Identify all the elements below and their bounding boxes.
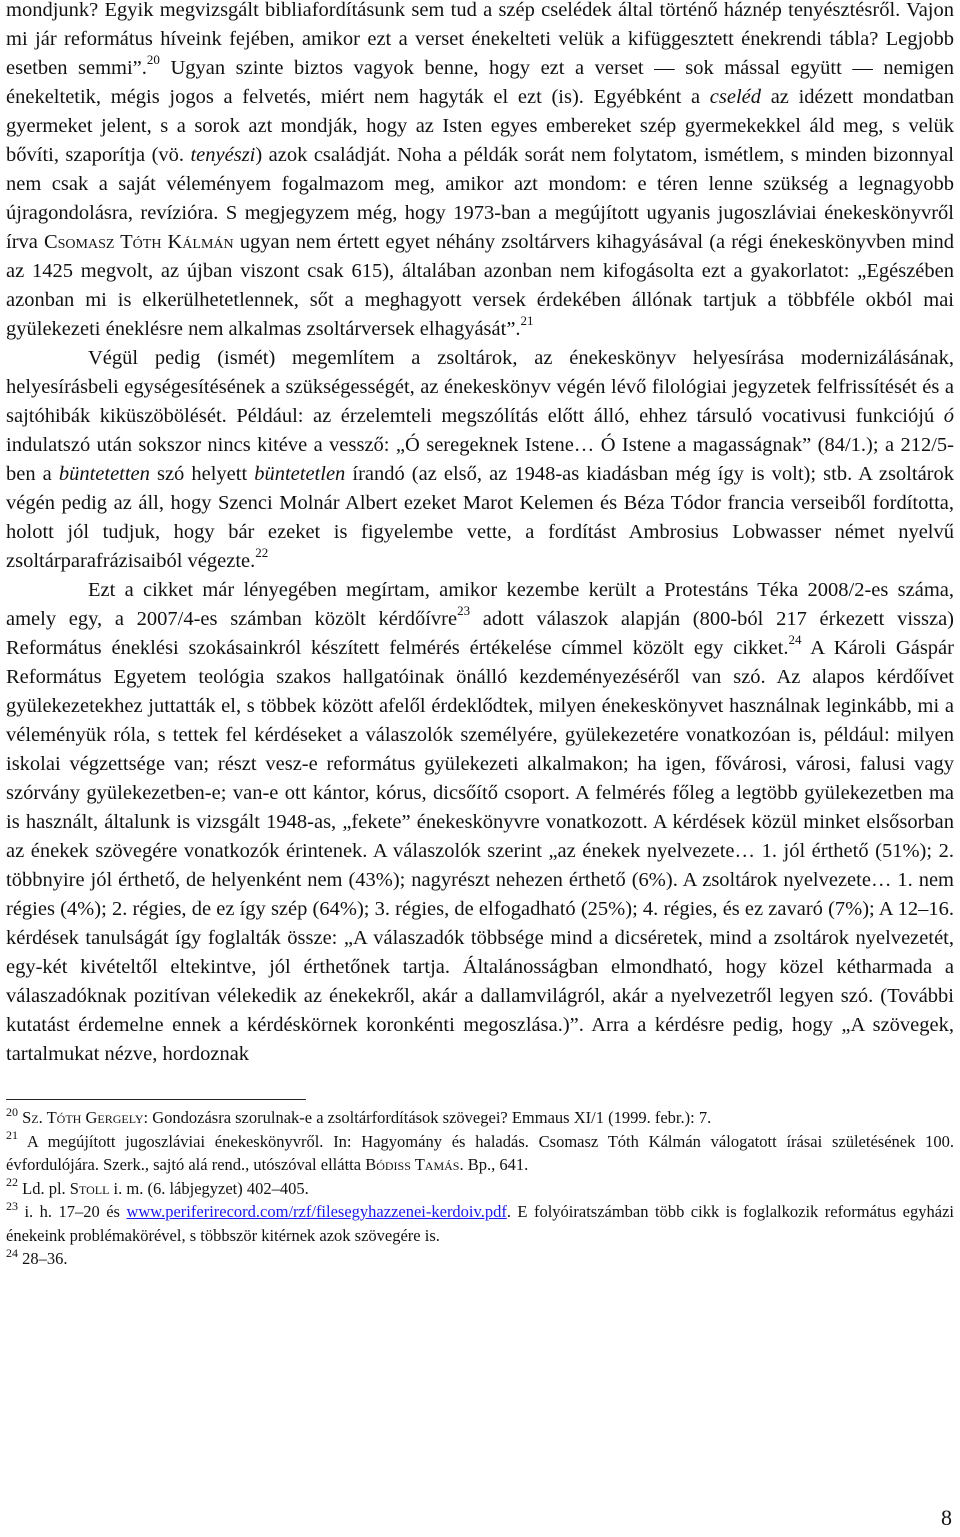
- footnote-22: [6, 1177, 954, 1201]
- footnote-text: i. h. 17–20 és: [18, 1202, 127, 1221]
- italic-term: büntetetlen: [254, 463, 346, 485]
- body-paragraph-2: [6, 344, 954, 576]
- text-run: mondjunk? Egyik megvizsgált bibliafordításunk sem tud a szép cselédek által történő háznép tenyésztésről. Vajon mi jár református híveink fejében, amikor ezt a verset énekelteti velük a kifüggesztett énekrendi tábla? Legjobb esetben semmi”.: [6, 0, 954, 79]
- footnote-20: [6, 1106, 954, 1130]
- text-run: írandó (az első, az 1948-as kiadásban még így is volt); stb. A zsoltárok végén pedig az áll, hogy Szenci Molnár Albert ezeket Marot Kelemen és Béza Tódor francia verseiből fordította, holott jól tudjuk, hogy bár ezeket is figyelembe vette, a fordítást Ambrosius Lobwasser német nyelvű zsoltárparafrázisaiból végezte.: [6, 463, 954, 572]
- text-run: szó helyett: [149, 463, 255, 485]
- text-run: A Károli Gáspár Református Egyetem teológia szakos hallgatóinak önálló kezdeményezéséről van szó. Az alapos kérdőívet gyülekezetekhez juttatták el, s többek között afelől érdeklődtek, milyen énekeskönyvet használnak leginkább, mi a véleményük róla, s tettek fel kérdéseket a válaszolók személyére, gyülekezetére vonatkozóan is, például: milyen iskolai végzettsége van; részt vesz-e református gyülekezeti alkalmakon; ha igen, fővárosi, városi, falusi vagy szórvány gyülekezetben-e; van-e ott kántor, kórus, dicsőítő csoport. A felmérés főleg a legtöbb gyülekezetben ma is használt, általunk is vizsgált 1948-as, „fekete” énekeskönyvre vonatkozott. A kérdések közül minket elsősorban az énekek szövegére vonatkozók érintenek. A válaszolók szerint „az énekek nyelvezete… 1. jól érthető (51%); 2. többnyire jól érthető, de helyenként nem (43%); nagyrészt nehezen érthető (6%). A zsoltárok nyelvezete… 1. nem régies (4%); 2. régies, de ez így szép (64%); 3. régies, de elfogadható (25%); 4. régies, és ez zavaró (7%); A 12–16. kérdések tanulságát így foglalták össze: „A válaszadók többsége mind a dicséretek, mind a zsoltárok nyelvezetét, egy-két kivételtől eltekintve, jól érthetőnek tartja. Általánosságban elmondható, hogy közel kétharmada a válaszadóknak pozitívan vélekedik az énekekről, akár a dallamvilágról, akár a nyelvezetről legyen szó. (További kutatást érdemelne ennek a kérdéskörnek koronkénti megoszlása.)”. Arra a kérdésre pedig, hogy „A szövegek, tartalmukat nézve, hordoznak: [6, 637, 954, 1065]
- footnote-ref-22[interactable]: 22: [255, 545, 269, 561]
- footnote-number: 24: [6, 1245, 18, 1260]
- text-run: Ugyan szinte biztos vagyok benne, hogy ezt a verset — sok mással együtt — nemigen énekeltetik, mégis jogos a felvetés, miért nem hagyták el ezt (is). Egyébként a: [6, 57, 954, 108]
- footnote-number: 20: [6, 1104, 18, 1119]
- italic-term: cseléd: [709, 86, 761, 108]
- footnote-21: [6, 1130, 954, 1177]
- footnote-number: 21: [6, 1128, 18, 1142]
- text-run: indulatszó után sokszor nincs kitéve a vessző: „Ó seregeknek Istene… Ó Istene a magasságnak” (84/1.); a 212/5-ben a: [6, 434, 954, 485]
- footnote-separator: [6, 1099, 306, 1100]
- italic-term: tenyészi: [190, 144, 256, 166]
- footnote-text: . E folyóiratszámban több cikk is foglalkozik református egyházi énekeink problémakörével, s többször kitérnek azok szövegére is.: [6, 1202, 954, 1245]
- author-name: Bódiss Tamás: [365, 1155, 460, 1174]
- footnote-23: [6, 1200, 954, 1247]
- author-name: Csomasz Tóth Kálmán: [43, 231, 234, 253]
- footnote-text: i. m. (6. lábjegyzet) 402–405.: [109, 1178, 309, 1198]
- body-paragraph-3: [6, 576, 954, 1069]
- footnote-number: 23: [6, 1198, 18, 1213]
- footnote-link[interactable]: www.periferirecord.com/rzf/filesegyhazzenei-kerdoiv.pdf: [126, 1202, 507, 1221]
- footnote-24: [6, 1247, 954, 1271]
- text-run: ) azok családját. Noha a példák sorát nem folytatom, ismétlem, s minden bizonnyal nem csak a saját véleményem fogalmazom meg, amikor azt mondom: e téren lenne szükség a legnagyobb újragondolásra, revízióra. S megjegyzem még, hogy 1973-ban a megújított ugyanis jugoszláviai énekeskönyvről írva: [6, 144, 954, 253]
- text-run: ugyan nem értett egyet néhány zsoltárvers kihagyásával (a régi énekeskönyvben mind az 1425 megvolt, az újban viszont csak 615), általában azonban nem kifogásolta ezt a gyakorlatot: „Egészében azonban mi is elkerülhetetlennek, sőt a meghagyott versek érdekében állónak tartjuk a többféle okból mai gyülekezeti éneklésre nem alkalmas zsoltárversek elhagyását”.: [6, 231, 954, 340]
- footnote-text: Ld. pl.: [22, 1178, 70, 1198]
- footnote-ref-21[interactable]: 21: [520, 313, 534, 329]
- italic-term: büntetetten: [58, 463, 150, 485]
- footnote-text: . Bp., 641.: [459, 1155, 529, 1174]
- text-run: Végül pedig (ismét) megemlítem a zsoltárok, az énekeskönyv helyesírása modernizálásának, helyesírásbeli egységesítésének a szükségességét, az énekeskönyv végén lévő filológiai jegyzetek felfrissítését és a sajtóhibák kiküszöbölését. Például: az érzelemteli megszólítás előtt álló, ehhez társuló vocativusi funkciójú: [6, 347, 954, 427]
- footnote-text: 28–36.: [22, 1249, 68, 1268]
- footnote-ref-20[interactable]: 20: [146, 52, 160, 68]
- author-name: Stoll: [69, 1178, 110, 1198]
- footnote-text: A megújított jugoszláviai énekeskönyvről. In: Hagyomány és haladás. Csomasz Tóth Kálmán válogatott írásai születésének 100. évfordulójára. Szerk., sajtó alá rend., utószóval ellátta: [6, 1131, 955, 1174]
- page-number: 8: [941, 1505, 952, 1530]
- footnote-text: : Gondozásra szorulnak-e a zsoltárfordítások szövegei? Emmaus XI/1 (1999. febr.): 7.: [143, 1108, 712, 1127]
- italic-term: ó: [943, 405, 954, 427]
- text-run: az idézett mondatban gyermeket jelent, s a sorok azt mondják, hogy az Isten egyes embereket szép gyermekekkel áld meg, s velük bővíti, szaporítja (vö.: [6, 86, 954, 166]
- text-run: Ezt a cikket már lényegében megírtam, amikor kezembe került a Protestáns Téka 2008/2-es száma, amely egy, a 2007/4-es számban közölt kérdőívre: [6, 579, 954, 630]
- footnote-ref-24[interactable]: 24: [788, 632, 802, 648]
- text-run: adott válaszok alapján (800-ból 217 érkezett vissza) Református éneklési szokásainkról készített felmérés értékelése címmel közölt egy cikket.: [6, 608, 954, 659]
- author-name: Sz. Tóth Gergely: [22, 1108, 144, 1127]
- footnote-number: 22: [6, 1175, 18, 1189]
- footnote-ref-23[interactable]: 23: [457, 603, 471, 619]
- body-paragraph-1: [6, 0, 954, 344]
- page-content: [6, 0, 954, 1271]
